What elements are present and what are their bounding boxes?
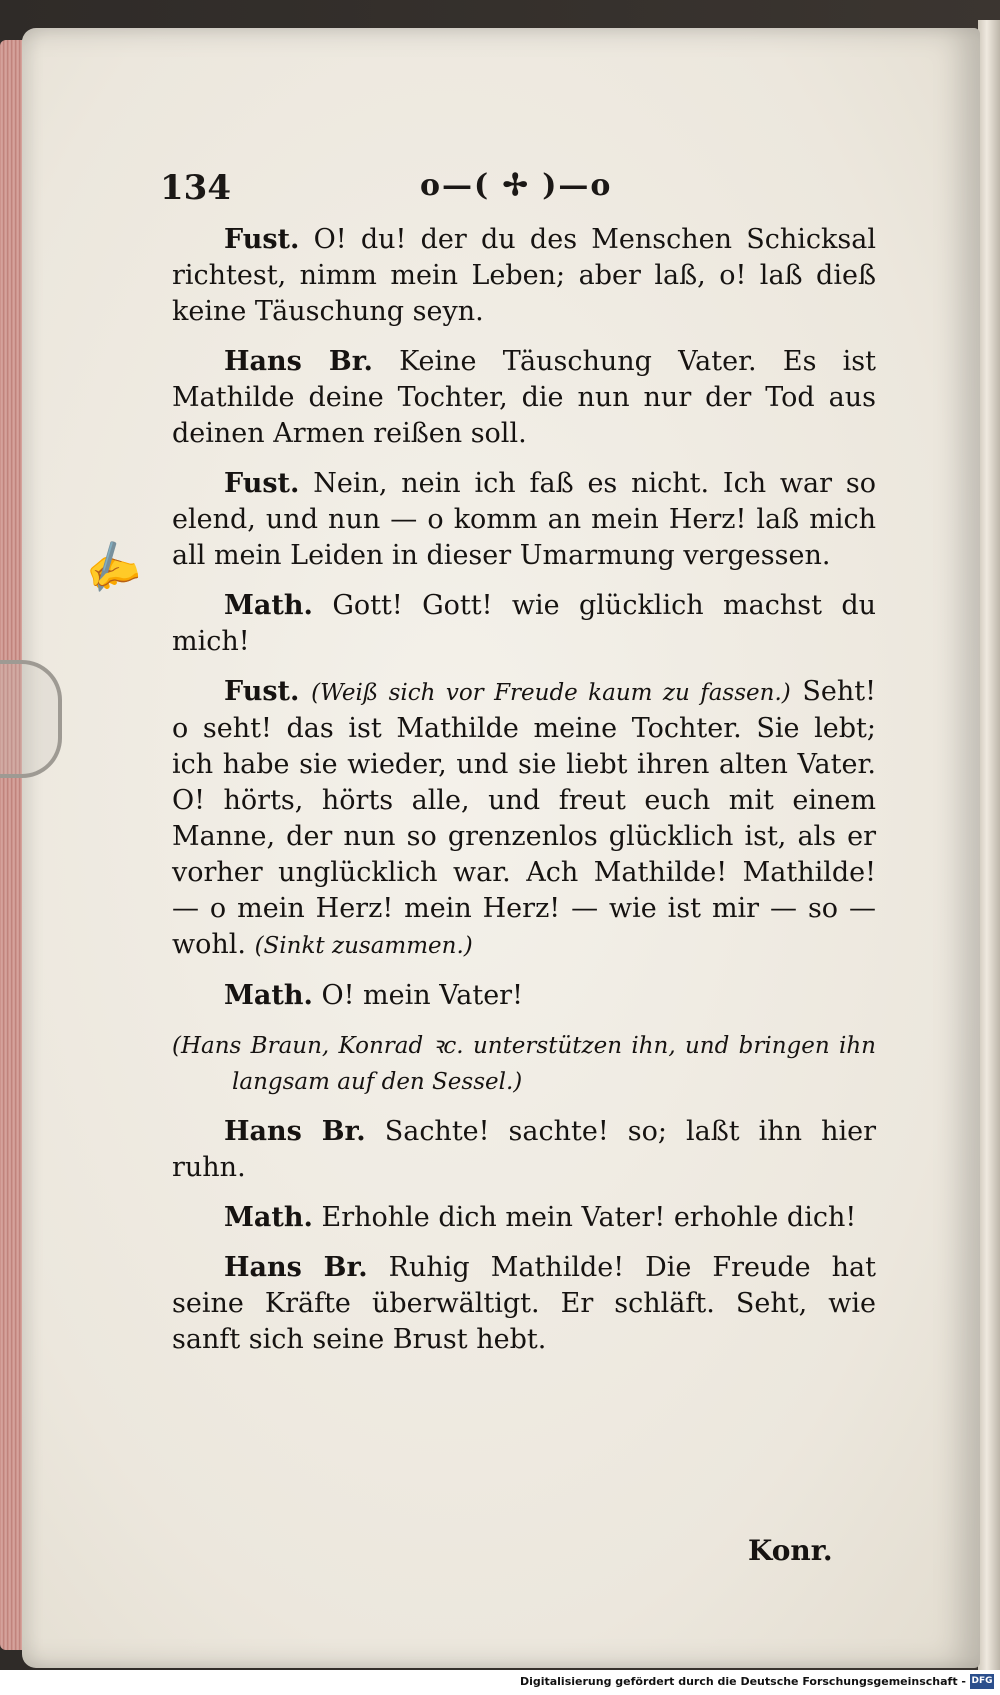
dialogue-paragraph (172, 466, 876, 574)
dialogue-text: Ruhig Mathilde! Die Freude hat seine Kräfte überwältigt. Er schläft. Seht, wie sanft sich seine Brust hebt. (172, 1252, 877, 1355)
dialogue-paragraph (172, 1200, 876, 1236)
speaker-name: Math. (224, 1202, 313, 1233)
dialogue-paragraph (172, 344, 876, 452)
dialogue-paragraph (172, 588, 876, 660)
dialogue-paragraph (172, 222, 876, 330)
speaker-name: Hans Br. (224, 1252, 368, 1283)
stage-direction-inline: (Sinkt zusammen.) (254, 933, 473, 959)
speaker-name: Fust. (224, 676, 300, 707)
dialogue-text: Sachte! sachte! so; laßt ihn hier ruhn. (172, 1116, 876, 1183)
dialogue-text: Seht! o seht! das ist Mathilde meine Tochter. Sie lebt; ich habe sie wieder, und sie liebt ihren alten Vater. O! hörts, hörts alle, und freut euch mit einem Manne, der nun so grenzenlos glücklich ist, als er vorher unglücklich war. Ach Mathilde! Mathilde! — o mein Herz! mein Herz! — wie ist mir — so — wohl. (172, 676, 876, 960)
speaker-name: Fust. (224, 224, 300, 255)
dialogue-paragraph (172, 1250, 876, 1358)
speaker-name: Fust. (224, 468, 300, 499)
dialogue-paragraph (172, 674, 876, 964)
dialogue-text: O! du! der du des Menschen Schicksal richtest, nimm mein Leben; aber laß, o! laß dieß keine Täuschung seyn. (172, 224, 876, 327)
catchword: Konr. (748, 1534, 833, 1567)
dialogue-text: Erhohle dich mein Vater! erhohle dich! (321, 1202, 857, 1233)
page-number: 134 (160, 168, 231, 208)
speaker-name: Hans Br. (224, 346, 373, 377)
footer-credit: Digitalisierung gefördert durch die Deutsche Forschungsgemeinschaft - (519, 1675, 966, 1688)
facing-page-edge (978, 20, 1000, 1670)
dfg-logo: DFG (970, 1674, 994, 1689)
dialogue-paragraph (172, 978, 876, 1014)
page-clip (0, 660, 62, 778)
dialogue-text: Keine Täuschung Vater. Es ist Mathilde deine Tochter, die nun nur der Tod aus deinen Armen reißen soll. (172, 346, 877, 449)
header-ornament: o—( ✢ )—o (420, 168, 613, 203)
page-text (172, 222, 876, 1372)
dialogue-paragraph (172, 1114, 876, 1186)
dialogue-text: Gott! Gott! wie glücklich machst du mich! (172, 590, 876, 657)
dialogue-text: O! mein Vater! (321, 980, 523, 1011)
stage-direction: (Hans Braun, Konrad ꝛc. unterstützen ihn, und bringen ihn langsam auf den Sessel.) (172, 1033, 876, 1095)
dialogue-text: Nein, nein ich faß es nicht. Ich war so elend, und nun — o komm an mein Herz! laß mich all mein Leiden in dieser Umarmung vergessen. (172, 468, 876, 571)
pencil-margin-mark-icon: ✍ (77, 533, 147, 600)
speaker-name: Math. (224, 980, 313, 1011)
stage-direction-inline: (Weiß sich vor Freude kaum zu fassen.) (311, 680, 791, 706)
speaker-name: Math. (224, 590, 313, 621)
speaker-name: Hans Br. (224, 1116, 366, 1147)
